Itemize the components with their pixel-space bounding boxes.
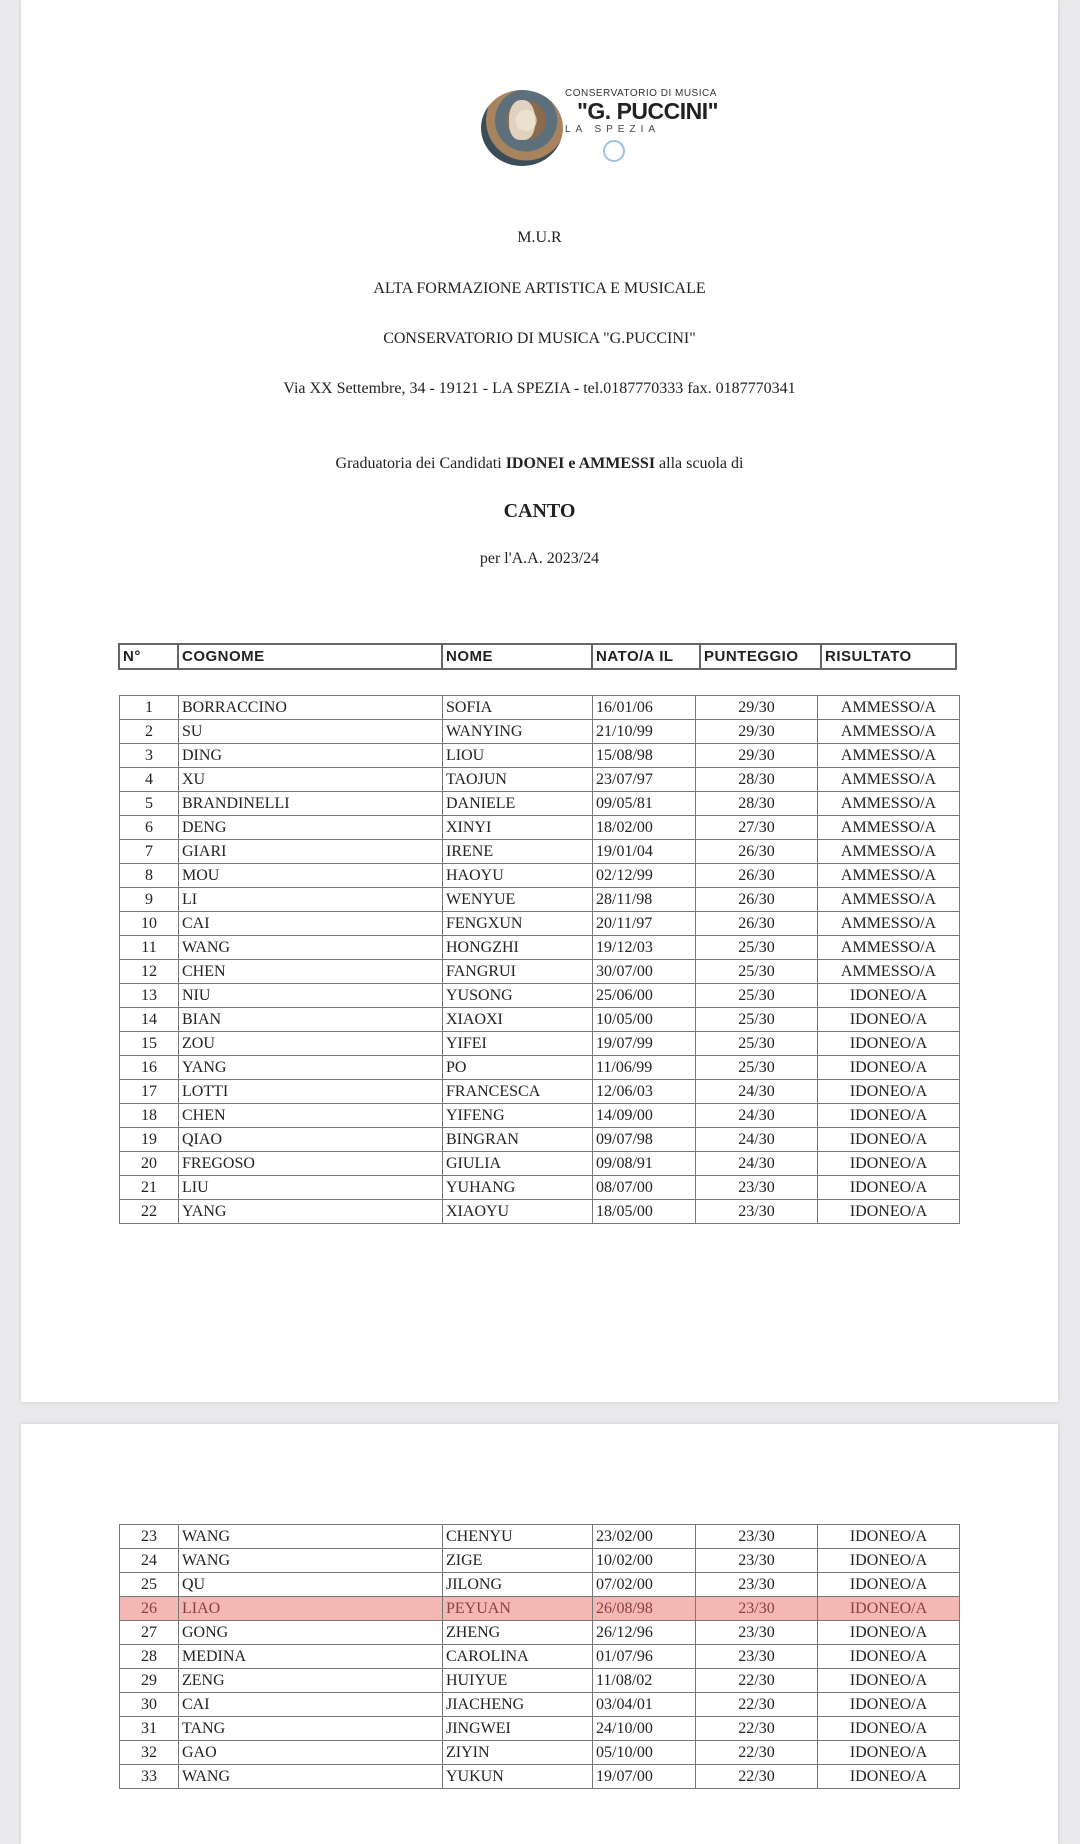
cell-risultato: IDONEO/A (818, 1741, 960, 1765)
cell-nome: YUKUN (443, 1765, 593, 1789)
cell-cognome: QIAO (179, 1128, 443, 1152)
logo-portrait (509, 100, 535, 140)
cell-cognome: WANG (179, 1525, 443, 1549)
cell-risultato: AMMESSO/A (818, 912, 960, 936)
cell-nome: GIULIA (443, 1152, 593, 1176)
table-row (120, 1621, 960, 1645)
column-header-risultato: RISULTATO (821, 644, 956, 669)
cell-risultato: AMMESSO/A (818, 888, 960, 912)
cell-nome: JIACHENG (443, 1693, 593, 1717)
cell-risultato: IDONEO/A (818, 1597, 960, 1621)
cell-cognome: CAI (179, 912, 443, 936)
cell-nato: 14/09/00 (593, 1104, 696, 1128)
cell-number: 8 (120, 864, 179, 888)
cell-nome: WANYING (443, 720, 593, 744)
cell-nato: 23/07/97 (593, 768, 696, 792)
cell-punteggio: 27/30 (696, 816, 818, 840)
table-row (120, 1152, 960, 1176)
table-row (120, 936, 960, 960)
cell-nome: YUHANG (443, 1176, 593, 1200)
cell-nome: XIAOYU (443, 1200, 593, 1224)
table-row (120, 1104, 960, 1128)
cell-nome: TAOJUN (443, 768, 593, 792)
cell-cognome: LIU (179, 1176, 443, 1200)
cell-nato: 30/07/00 (593, 960, 696, 984)
table-row (120, 792, 960, 816)
cell-punteggio: 23/30 (696, 1200, 818, 1224)
cell-number: 22 (120, 1200, 179, 1224)
cell-number: 28 (120, 1645, 179, 1669)
conservatory-logo (481, 84, 719, 174)
cell-risultato: AMMESSO/A (818, 816, 960, 840)
cell-nome: DANIELE (443, 792, 593, 816)
cell-risultato: IDONEO/A (818, 1573, 960, 1597)
cell-risultato: AMMESSO/A (818, 864, 960, 888)
cell-punteggio: 23/30 (696, 1549, 818, 1573)
cell-risultato: IDONEO/A (818, 1717, 960, 1741)
cell-punteggio: 26/30 (696, 840, 818, 864)
cell-punteggio: 22/30 (696, 1693, 818, 1717)
cell-cognome: YANG (179, 1056, 443, 1080)
cell-risultato: IDONEO/A (818, 1200, 960, 1224)
cell-number: 24 (120, 1549, 179, 1573)
logo-line-1: CONSERVATORIO DI MUSICA (565, 88, 717, 99)
cell-nato: 18/05/00 (593, 1200, 696, 1224)
cell-number: 25 (120, 1573, 179, 1597)
cell-risultato: IDONEO/A (818, 1080, 960, 1104)
table-row (120, 1056, 960, 1080)
cell-nato: 09/07/98 (593, 1128, 696, 1152)
cell-risultato: IDONEO/A (818, 1128, 960, 1152)
table-row (120, 1645, 960, 1669)
cell-nome: YIFEI (443, 1032, 593, 1056)
cell-cognome: GIARI (179, 840, 443, 864)
cell-nato: 01/07/96 (593, 1645, 696, 1669)
cell-nome: WENYUE (443, 888, 593, 912)
cell-nome: CAROLINA (443, 1645, 593, 1669)
cell-nato: 11/08/02 (593, 1669, 696, 1693)
table-row (120, 696, 960, 720)
cell-number: 3 (120, 744, 179, 768)
cell-punteggio: 25/30 (696, 1008, 818, 1032)
cell-cognome: YANG (179, 1200, 443, 1224)
cell-nome: BINGRAN (443, 1128, 593, 1152)
cell-punteggio: 24/30 (696, 1152, 818, 1176)
cell-punteggio: 22/30 (696, 1741, 818, 1765)
cell-cognome: CHEN (179, 960, 443, 984)
cell-number: 27 (120, 1621, 179, 1645)
cell-nato: 08/07/00 (593, 1176, 696, 1200)
graduatoria-prefix: Graduatoria dei Candidati (335, 455, 506, 472)
cell-punteggio: 23/30 (696, 1525, 818, 1549)
table-row (120, 1525, 960, 1549)
cell-cognome: GAO (179, 1741, 443, 1765)
cell-number: 29 (120, 1669, 179, 1693)
graduatoria-line (21, 455, 1058, 473)
table-row (120, 744, 960, 768)
cell-cognome: CHEN (179, 1104, 443, 1128)
column-header-nato: NATO/A IL (592, 644, 700, 669)
cell-nome: IRENE (443, 840, 593, 864)
cell-number: 26 (120, 1597, 179, 1621)
cell-nome: PO (443, 1056, 593, 1080)
cell-punteggio: 28/30 (696, 792, 818, 816)
graduatoria-suffix: alla scuola di (655, 455, 744, 472)
table-row (120, 1032, 960, 1056)
cell-number: 17 (120, 1080, 179, 1104)
cell-nome: ZIGE (443, 1549, 593, 1573)
cell-nato: 09/08/91 (593, 1152, 696, 1176)
cell-nome: SOFIA (443, 696, 593, 720)
document-page-2 (21, 1424, 1058, 1844)
table-row (120, 1741, 960, 1765)
cell-risultato: AMMESSO/A (818, 720, 960, 744)
cell-cognome: SU (179, 720, 443, 744)
cell-nome: XINYI (443, 816, 593, 840)
cell-risultato: IDONEO/A (818, 1032, 960, 1056)
cell-nome: LIOU (443, 744, 593, 768)
cell-nome: ZHENG (443, 1621, 593, 1645)
cell-punteggio: 29/30 (696, 696, 818, 720)
cell-nato: 03/04/01 (593, 1693, 696, 1717)
cell-punteggio: 24/30 (696, 1080, 818, 1104)
cell-nato: 25/06/00 (593, 984, 696, 1008)
cell-nato: 20/11/97 (593, 912, 696, 936)
cell-nato: 10/05/00 (593, 1008, 696, 1032)
cell-risultato: IDONEO/A (818, 1104, 960, 1128)
table-row (120, 840, 960, 864)
table-row (120, 768, 960, 792)
cell-risultato: AMMESSO/A (818, 768, 960, 792)
cell-nome: CHENYU (443, 1525, 593, 1549)
cell-cognome: FREGOSO (179, 1152, 443, 1176)
cell-nato: 11/06/99 (593, 1056, 696, 1080)
cell-nome: YIFENG (443, 1104, 593, 1128)
table-row (120, 816, 960, 840)
cell-nato: 24/10/00 (593, 1717, 696, 1741)
cell-punteggio: 25/30 (696, 1056, 818, 1080)
cell-nato: 10/02/00 (593, 1549, 696, 1573)
candidates-table-page-2 (119, 1524, 960, 1789)
cell-cognome: MEDINA (179, 1645, 443, 1669)
cell-nome: JILONG (443, 1573, 593, 1597)
table-row (120, 864, 960, 888)
conservatory-heading: CONSERVATORIO DI MUSICA "G.PUCCINI" (383, 330, 696, 347)
cell-number: 13 (120, 984, 179, 1008)
cell-cognome: ZOU (179, 1032, 443, 1056)
cell-cognome: CAI (179, 1693, 443, 1717)
table-row (120, 960, 960, 984)
cell-nome: FENGXUN (443, 912, 593, 936)
cell-number: 15 (120, 1032, 179, 1056)
cell-number: 7 (120, 840, 179, 864)
cell-risultato: IDONEO/A (818, 984, 960, 1008)
column-header-punteggio: PUNTEGGIO (700, 644, 821, 669)
cell-risultato: IDONEO/A (818, 1152, 960, 1176)
cell-cognome: XU (179, 768, 443, 792)
ministry-heading: M.U.R (517, 229, 562, 246)
cell-punteggio: 25/30 (696, 984, 818, 1008)
cell-punteggio: 22/30 (696, 1765, 818, 1789)
document-page-1 (21, 0, 1058, 1402)
cell-nome: FANGRUI (443, 960, 593, 984)
cell-cognome: NIU (179, 984, 443, 1008)
table-row (120, 1549, 960, 1573)
table-row (120, 1008, 960, 1032)
column-header-cognome: COGNOME (178, 644, 442, 669)
cell-nato: 16/01/06 (593, 696, 696, 720)
cell-nome: YUSONG (443, 984, 593, 1008)
cell-number: 31 (120, 1717, 179, 1741)
cell-risultato: AMMESSO/A (818, 744, 960, 768)
cell-number: 16 (120, 1056, 179, 1080)
candidates-table-page-1 (119, 695, 960, 1224)
cell-number: 6 (120, 816, 179, 840)
table-row (120, 720, 960, 744)
cell-number: 4 (120, 768, 179, 792)
cell-cognome: QU (179, 1573, 443, 1597)
cell-nato: 05/10/00 (593, 1741, 696, 1765)
cell-cognome: LI (179, 888, 443, 912)
cell-nome: PEYUAN (443, 1597, 593, 1621)
table-row (120, 1693, 960, 1717)
cell-number: 18 (120, 1104, 179, 1128)
cell-punteggio: 24/30 (696, 1104, 818, 1128)
cell-number: 23 (120, 1525, 179, 1549)
cell-punteggio: 23/30 (696, 1176, 818, 1200)
cell-risultato: IDONEO/A (818, 1549, 960, 1573)
cell-nato: 12/06/03 (593, 1080, 696, 1104)
cell-punteggio: 23/30 (696, 1645, 818, 1669)
cell-number: 21 (120, 1176, 179, 1200)
cell-punteggio: 26/30 (696, 888, 818, 912)
cell-nato: 02/12/99 (593, 864, 696, 888)
table-row (120, 912, 960, 936)
cell-punteggio: 23/30 (696, 1597, 818, 1621)
column-header-row (119, 644, 956, 669)
table-row (120, 1573, 960, 1597)
column-header-table (118, 643, 957, 670)
cell-nato: 19/12/03 (593, 936, 696, 960)
cell-nome: HAOYU (443, 864, 593, 888)
cell-nome: HUIYUE (443, 1669, 593, 1693)
address-line: Via XX Settembre, 34 - 19121 - LA SPEZIA - tel.0187770333 fax. 0187770341 (283, 380, 796, 397)
cell-risultato: IDONEO/A (818, 1765, 960, 1789)
cell-cognome: LIAO (179, 1597, 443, 1621)
cell-number: 19 (120, 1128, 179, 1152)
cell-cognome: BORRACCINO (179, 696, 443, 720)
cell-cognome: BIAN (179, 1008, 443, 1032)
table-row (120, 1200, 960, 1224)
logo-circle-icon (603, 140, 625, 162)
table-row (120, 1128, 960, 1152)
cell-nato: 15/08/98 (593, 744, 696, 768)
cell-number: 10 (120, 912, 179, 936)
cell-risultato: AMMESSO/A (818, 792, 960, 816)
table-row (120, 1669, 960, 1693)
cell-cognome: WANG (179, 936, 443, 960)
cell-punteggio: 29/30 (696, 744, 818, 768)
cell-number: 5 (120, 792, 179, 816)
cell-punteggio: 25/30 (696, 1032, 818, 1056)
cell-nome: XIAOXI (443, 1008, 593, 1032)
table-row (120, 1080, 960, 1104)
cell-nato: 18/02/00 (593, 816, 696, 840)
afam-heading: ALTA FORMAZIONE ARTISTICA E MUSICALE (373, 280, 706, 297)
cell-number: 20 (120, 1152, 179, 1176)
cell-punteggio: 22/30 (696, 1669, 818, 1693)
cell-risultato: IDONEO/A (818, 1176, 960, 1200)
logo-line-3: LA SPEZIA (565, 124, 661, 135)
cell-number: 33 (120, 1765, 179, 1789)
cell-nome: HONGZHI (443, 936, 593, 960)
cell-risultato: AMMESSO/A (818, 960, 960, 984)
table-row (120, 1717, 960, 1741)
cell-number: 32 (120, 1741, 179, 1765)
graduatoria-emphasis: IDONEI e AMMESSI (505, 455, 656, 472)
cell-risultato: IDONEO/A (818, 1669, 960, 1693)
cell-risultato: IDONEO/A (818, 1621, 960, 1645)
cell-punteggio: 26/30 (696, 864, 818, 888)
cell-number: 9 (120, 888, 179, 912)
cell-punteggio: 25/30 (696, 936, 818, 960)
cell-punteggio: 23/30 (696, 1573, 818, 1597)
cell-cognome: TANG (179, 1717, 443, 1741)
cell-nato: 19/07/99 (593, 1032, 696, 1056)
cell-number: 1 (120, 696, 179, 720)
cell-cognome: MOU (179, 864, 443, 888)
cell-nato: 26/12/96 (593, 1621, 696, 1645)
cell-nato: 19/01/04 (593, 840, 696, 864)
cell-number: 14 (120, 1008, 179, 1032)
cell-nato: 23/02/00 (593, 1525, 696, 1549)
cell-number: 12 (120, 960, 179, 984)
subject-title: CANTO (503, 500, 576, 522)
cell-nato: 26/08/98 (593, 1597, 696, 1621)
cell-number: 11 (120, 936, 179, 960)
cell-nome: ZIYIN (443, 1741, 593, 1765)
cell-cognome: DENG (179, 816, 443, 840)
table-row (120, 984, 960, 1008)
cell-cognome: DING (179, 744, 443, 768)
cell-cognome: BRANDINELLI (179, 792, 443, 816)
cell-risultato: IDONEO/A (818, 1008, 960, 1032)
cell-nato: 07/02/00 (593, 1573, 696, 1597)
cell-risultato: AMMESSO/A (818, 840, 960, 864)
cell-cognome: WANG (179, 1765, 443, 1789)
academic-year: per l'A.A. 2023/24 (479, 550, 600, 567)
cell-risultato: IDONEO/A (818, 1056, 960, 1080)
cell-punteggio: 29/30 (696, 720, 818, 744)
cell-risultato: IDONEO/A (818, 1525, 960, 1549)
column-header-number: N° (119, 644, 178, 669)
cell-nato: 09/05/81 (593, 792, 696, 816)
cell-nome: JINGWEI (443, 1717, 593, 1741)
cell-punteggio: 28/30 (696, 768, 818, 792)
cell-nato: 19/07/00 (593, 1765, 696, 1789)
cell-number: 30 (120, 1693, 179, 1717)
cell-cognome: LOTTI (179, 1080, 443, 1104)
cell-cognome: ZENG (179, 1669, 443, 1693)
table-row (120, 1176, 960, 1200)
table-row (120, 1765, 960, 1789)
cell-punteggio: 24/30 (696, 1128, 818, 1152)
cell-cognome: GONG (179, 1621, 443, 1645)
cell-cognome: WANG (179, 1549, 443, 1573)
cell-punteggio: 23/30 (696, 1621, 818, 1645)
cell-risultato: AMMESSO/A (818, 936, 960, 960)
table-row (120, 888, 960, 912)
logo-line-2: "G. PUCCINI" (577, 98, 719, 124)
cell-risultato: AMMESSO/A (818, 696, 960, 720)
cell-risultato: IDONEO/A (818, 1645, 960, 1669)
cell-nato: 28/11/98 (593, 888, 696, 912)
column-header-nome: NOME (442, 644, 592, 669)
cell-punteggio: 25/30 (696, 960, 818, 984)
cell-punteggio: 26/30 (696, 912, 818, 936)
cell-risultato: IDONEO/A (818, 1693, 960, 1717)
table-row-highlighted (120, 1597, 960, 1621)
cell-punteggio: 22/30 (696, 1717, 818, 1741)
cell-nato: 21/10/99 (593, 720, 696, 744)
cell-nome: FRANCESCA (443, 1080, 593, 1104)
cell-number: 2 (120, 720, 179, 744)
